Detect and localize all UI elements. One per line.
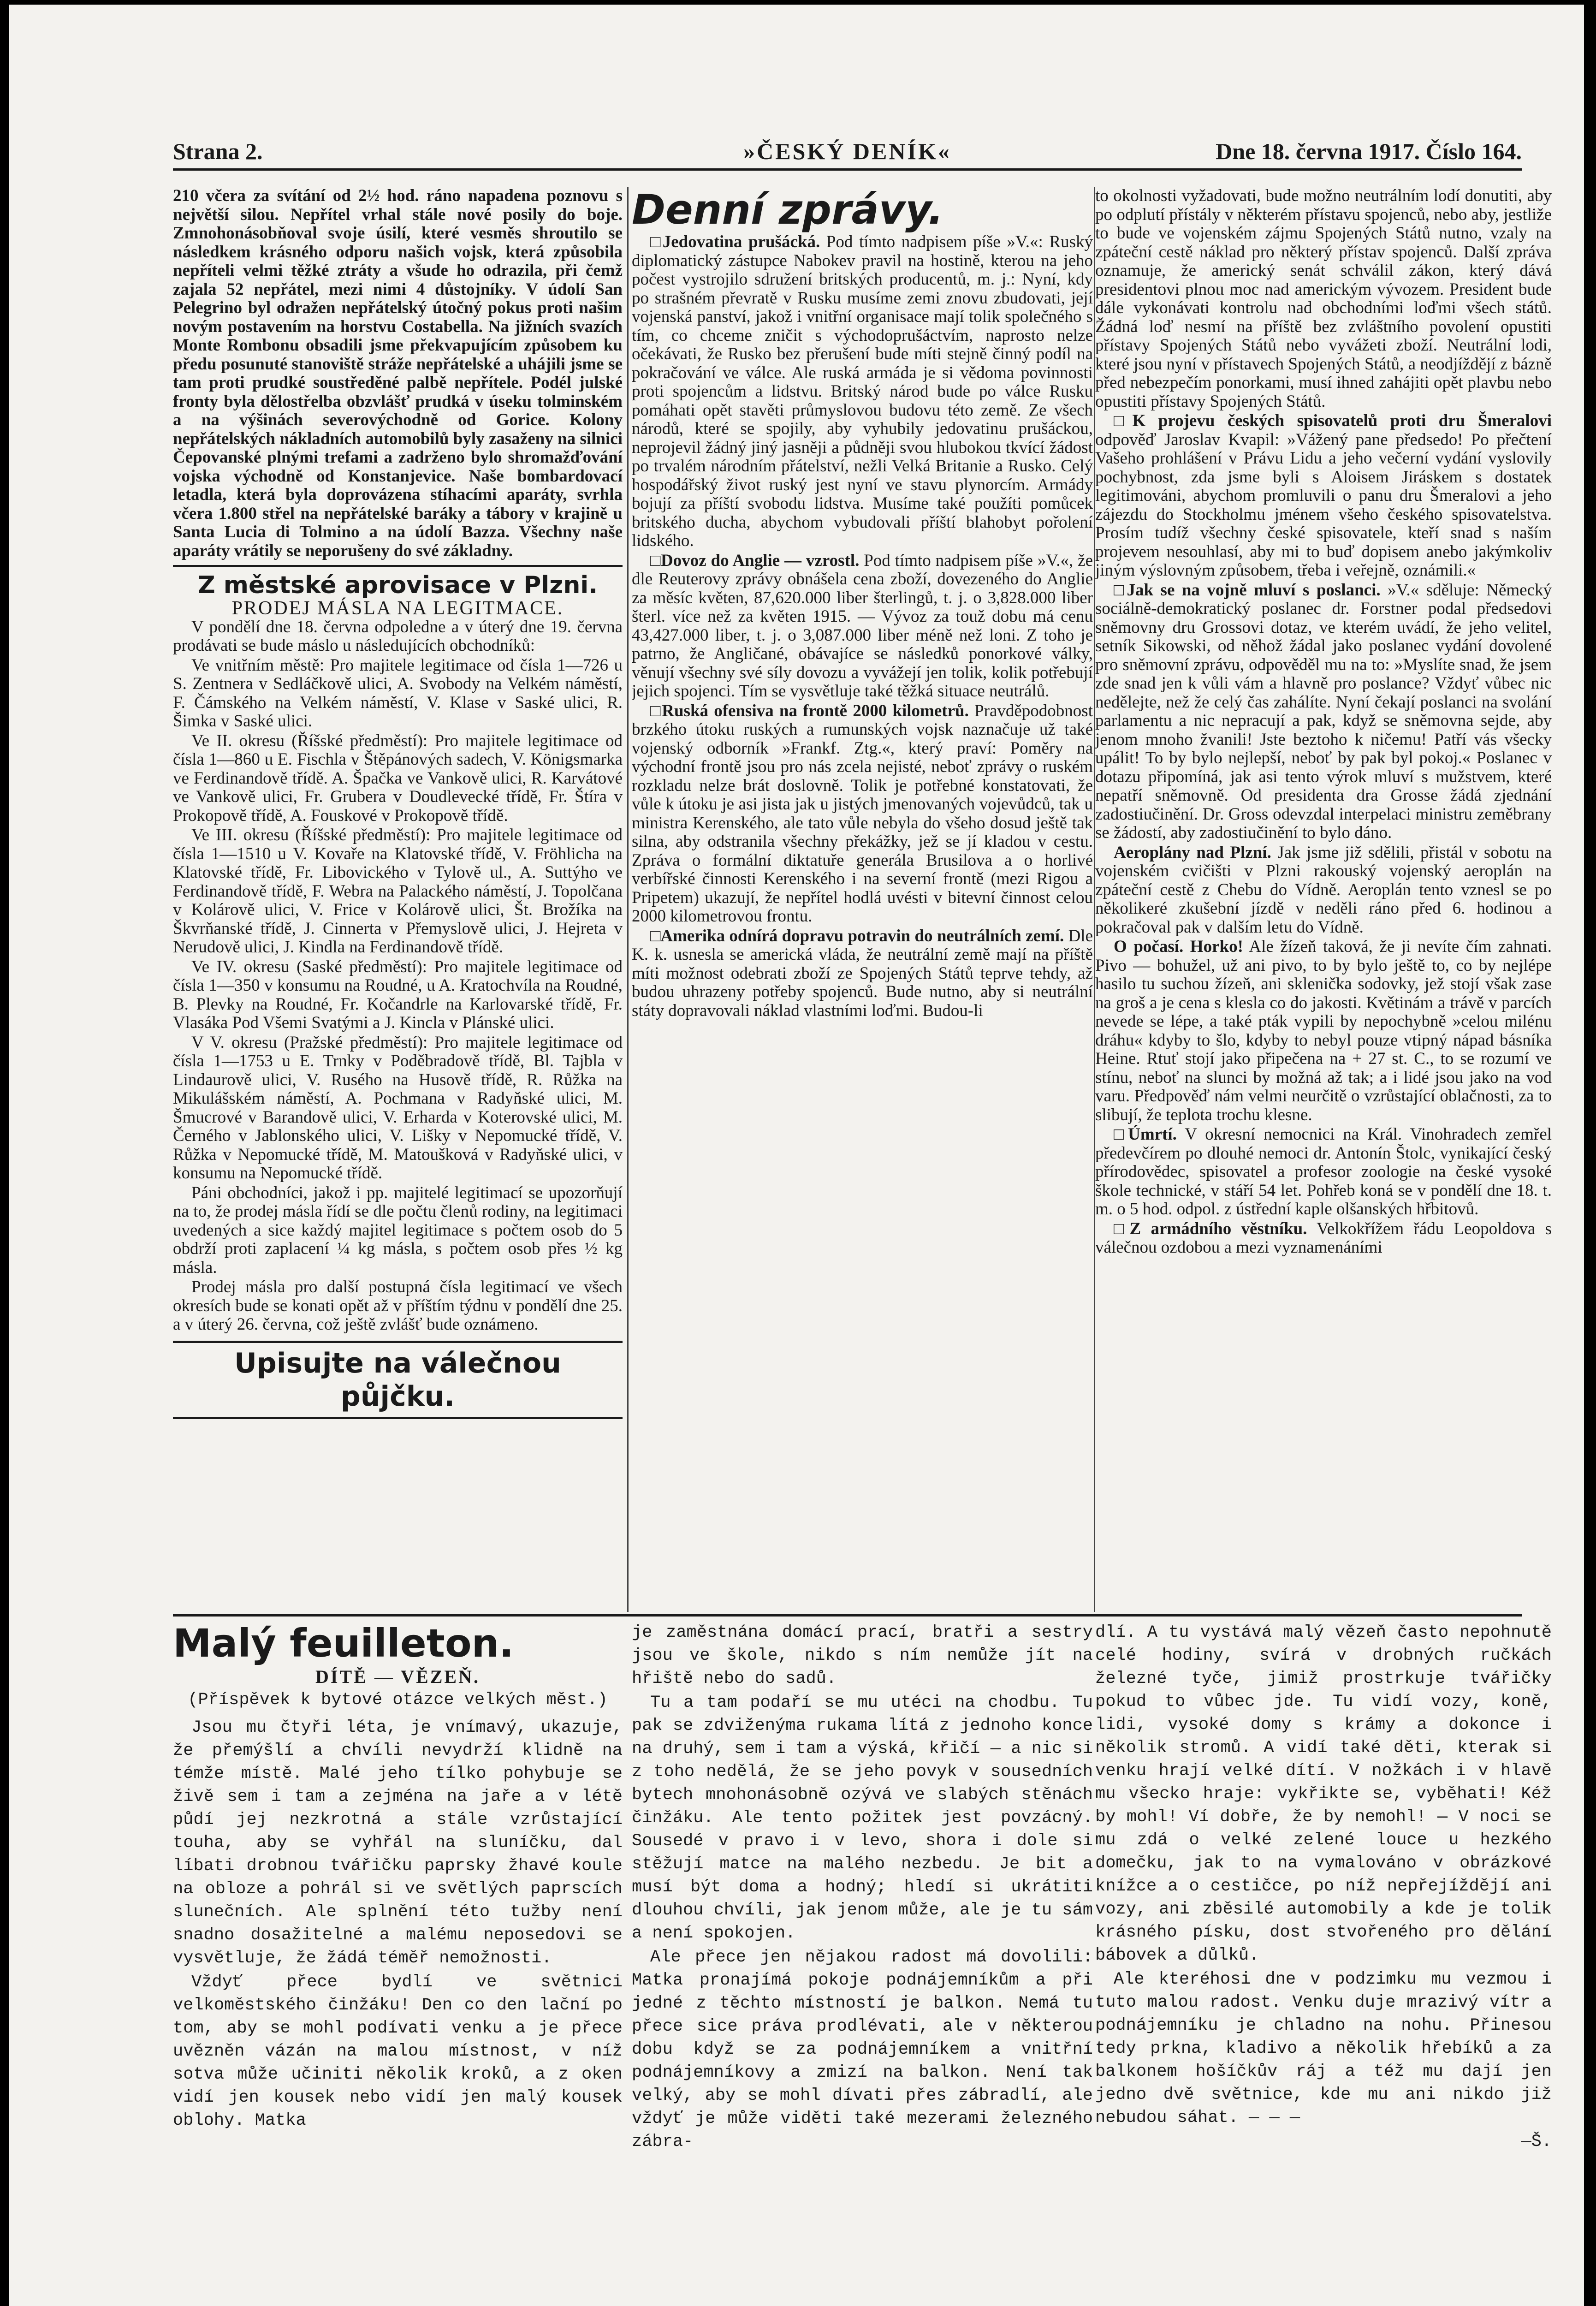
page-header — [173, 136, 1522, 171]
feuilleton-paragraph: Ale přece jen nějakou radost má dovolili: Matka pronajímá pokoje podnájemníkům a při jedné z těchto místností je balkon. Nemá tu přece sice práva prodlévati, ale v některou dobu když se za podnájemníkem a vnitřní podnájemníkovy a zmizí na balkon. Není tak velký, aby se mohl dívati přes zábradlí, ale vždyť je může viděti také mezerami železného zábra- — [632, 1948, 1093, 2151]
denni-zpravy-headline: Denní zprávy. — [632, 187, 943, 233]
aprovisace-intro: V pondělí dne 18. června odpoledne a v úterý dne 19. června prodávati se bude máslo u následujících obchodníků: — [173, 617, 623, 655]
feuilleton-paragraph: Tu a tam podaří se mu utéci na chodbu. Tu pak se zdviženýma rukama lítá z jednoho konce na druhý, sem i tam a výská, křičí — a nic si z toho nedělá, že se jeho povyk v sousedních bytech mnohonásobně ozývá ve slabých stěnách činžáku. Ale tento požitek jest povzácný. Sousedé v pravo i v levo, shora i dole si stěžují matce na malého nezbedu. Je bit a musí být doma a hodný; hledí si ukrátiti dlouhou chvíli, jak jenom může, ale je tu sám a není spokojen. — [632, 1693, 1093, 1943]
news-item — [1095, 1220, 1552, 1257]
news-item-body: Pod tímto nadpisem píše »V.«, že dle Reuterovy zprávy obnášela cena zboží, dovezeného do Anglie za měsíc květen, 87,620.000 liber šterlingů, t. j. o 3,828.000 liber šterl. více než za květen 1915. — Vývoz za touž dobu má cenu 43,427.000 liber, t. j. o 3,087.000 liber méně než loni. Z toho je patrno, že Angličané, obávajíce se následků ponorkové války, věnují všechny své síly dovozu a vyvážejí jen tolik, kolik potřebují jejich spojenci. Tím se vysvětluje také těžká situace neutrálů. — [632, 551, 1093, 701]
news-item-body: »V.« sděluje: Německý sociálně-demokratický poslanec dr. Forstner podal předsedovi sněmovny dru Grossovi dotaz, ve kterém uvádí, že jeho velitel, setník Sikowski, od něhož žádal jako poslanec vydání dovolené pro sněmovní zprávu, odpověděl mu na to: »Myslíte snad, že jsem zde snad jen k vůli vám a hlavně pro poslance? Vždyť vůbec nic nedělejte, než že celý čas zahálíte. Nyní čekají poslanci na svolání parlamentu a nic nepracují a pak, když se sněmovna sejde, aby jenom mnoho žvanili! Jste beztoho k ničemu! Patří vás všecky upálit! To by bylo nejlepší, neboť by pak byl pokoj.« Poslanec v dotazu připomíná, jak asi tento výrok mluví s mužstvem, které nepatří sněmovně. Od presidenta dra Grosse žádá zjednání zadostiučinění. Dr. Gross odevzdal interpelaci ministru zeměbrany se žádostí, aby zadostiučinění to bylo dáno. — [1095, 580, 1552, 842]
feuilleton-title: Malý feuilleton. — [173, 1621, 514, 1666]
aprovisace-headline: Z městské aprovisace v Plzni. — [197, 571, 598, 599]
column-2 — [632, 187, 1093, 1630]
masthead: »ČESKÝ DENÍK« — [743, 138, 951, 164]
news-item-title: □ Dovoz do Anglie — vzrostl. — [650, 551, 859, 570]
news-item-body: Pravděpodobnost brzkého útoku ruských a rumunských vojsk naznačuje už také vojenský odborník »Frankf. Ztg.«, který praví: Poměry na východní frontě jsou pro nás zcela nejisté, neboť zprávy o ruském rozkladu nelze brát doslovně. Tolik je potřebné konstatovati, že vůle k útoku je asi jista jak u jistých jmenovaných vojevůdců, tak u ministra Kerenského, ale tato vůle nebyla do všeho dosud ještě tak silna, aby odstranila všechny překážky, jež se jí kladou v cestu. Zpráva o formální diktatuře generála Brusilova a o horlivé verbířské činnosti Kerenského i na severní frontě (mezi Rigou a Pripetem) ukazují, že nepřítel hodlá uvésti v bitevní činnost celou 2000 kilometrovou frontu. — [632, 701, 1093, 926]
feuilleton-paragraph: je zaměstnána domácí prací, bratři a sestry jsou ve škole, nikdo s ním nemůže jít na hřiště nebo do sadů. — [632, 1623, 1093, 1688]
aprovisace-subhead: PRODEJ MÁSLA NA LEGITMACE. — [231, 598, 564, 619]
news-item — [1095, 1125, 1552, 1219]
news-item — [1095, 938, 1552, 1124]
war-report: 210 včera za svítání od 2½ hod. ráno napadena poznovu s největší silou. Nepřítel vrhal stále nové posily do boje. Zmnohonásobňoval svoje úsilí, které vesměs shroutilo se následkem krásného odporu našich vojsk, která způsobila nepříteli velmi těžké ztráty a všude ho odrazila, při čemž zajala 52 nepřátel, mezi nimi 4 důstojníky. V údolí San Pelegrino byl odražen nepřátelský útočný pokus proti našim novým postavením na horstvu Costabella. Na jižních svazích Monte Rombonu obsadili jsme překvapujícím způsobem ku předu posunuté stanoviště stráže nepřátelské a uhájili jsme se tam proti prudké soustředěné palbě nepřítele. Podél julské fronty byla dělostřelba obzvlášť prudká v úseku tolminském a na výšinách severovýchodně od Gorice. Kolony nepřátelských nákladních automobilů byly zasaženy na silnici Čepovanské plnými trefami a zadrženo bylo shromažďování vojska východně od Konstanjevice. Naše bombardovací letadla, která byla doprovázena stíhacími aparáty, svrhla včera 1.800 střel na nepřátelské baráky a tábory v krajině u Santa Lucia di Tolmino a na údolí Bazza. Všechny naše aparáty vrátily se neporušeny do své základny. — [173, 187, 623, 560]
aprovisace-item: Ve II. okresu (Říšské předměstí): Pro majitele legitimace od čísla 1—860 u E. Fischla v Štěpánových sadech, V. Königsmarka ve Ferdinandově třídě. A. Špačka ve Vankově ulici, R. Karvátové ve Vankově ulici, Fr. Grubera v Doudlevecké třídě, Fr. Štíra v Prokopově třídě, A. Fouskové v Prokopově třídě. — [173, 731, 623, 825]
news-item-title: □ K projevu českých spisovatelů proti dru Šmeralovi — [1114, 411, 1552, 430]
feuilleton-subtitle: DÍTĚ — VĚZEŇ. — [315, 1666, 480, 1687]
news-item-title: □ Z armádního věstníku. — [1114, 1219, 1307, 1238]
feuilleton-note: (Příspěvek k bytové otázce velkých měst.) — [188, 1690, 608, 1710]
newspaper-page — [9, 5, 1584, 2306]
news-item-title: □ Jedovatina prušácká. — [650, 232, 820, 251]
column-rule — [627, 187, 629, 1612]
aprovisace-item: Ve III. okresu (Říšské předměstí): Pro majitele legitimace od čísla 1—1510 u V. Kovaře na Klatovské třídě, V. Fröhlicha na Klatovské třídě, Fr. Libovického v Tylově ul., A. Suttýho ve Ferdinandově třídě, F. Webra na Palackého náměstí, J. Topolčana v Kolárově ulici, V. Frice v Kolárově ulici, Št. Brožíka na Škvrňanské třídě, J. Cinnerta v Přemyslově ulici, J. Hejreta v Nerudově ulici, J. Kindla na Ferdinandově třídě. — [173, 826, 623, 957]
separator — [173, 565, 623, 567]
news-item — [1095, 844, 1552, 937]
war-loan-banner: Upisujte na válečnou půjčku. — [173, 1341, 623, 1419]
news-item — [632, 233, 1093, 551]
news-item-title: O počasí. Horko! — [1114, 937, 1243, 956]
news-item-body: Pod tímto nadpisem píše »V.«: Ruský diplomatický zástupce Nabokev pravil na hostině, kterou na jeho počest vystrojilo sdružení britských producentů, m. j.: Nyní, kdy po strašném převratě v Rusku musíme zemi znovu zbudovati, její vojenská panství, jakož i vnitřní organisace mají tolik společného s tím, co chceme zničit s východoprušáctvím, naprosto nelze očekávati, že Rusko bez přerušení bude míti stejně činný podíl na pokračování ve válce. Ale ruská armáda je si vědoma povinnosti proti spojencům a lidstvu. Britský národ bude po válce Rusku pomáhati opět stavěti průmyslovou budovu této země. Ze všech národů, které se spojily, aby vyhubily jedovatinu prušáckou, neprojevil žádný jiný jasněji a půdněji svou hlubokou tkvící žádost po trvalém národním přátelství, nežli Velká Britanie a Rusko. Celý hospodářský život ruský jest nyní ve stavu plynorcím. Armády bojují za příští svobodu lidstva. Musíme také použíti pomůcek britského ducha, abychom vybudovali příští blahobyt pořolení lidského. — [632, 232, 1093, 550]
news-item — [632, 927, 1093, 1021]
feuilleton-col-2 — [632, 1621, 1093, 2230]
news-item-body: odpověď Jaroslav Kvapil: »Vážený pane předsedo! Po přečtení Vašeho prohlášení v Právu Lidu a jeho večerní vydání vyslovily pochybnost, zda jsme byli s Aloisem Jiráskem s dostatek legitimováni, abychom promluvili o panu dru Šmeralovi a jeho zájezdu do Stockholmu jménem všeho českého spisovatelstva. Prosím tudíž všechny české spisovatele, kteří snad s naším projevem nesouhlasí, aby mi to buď dopisem anebo jakýmkoliv jiným výslovným způsobem, třeba i veřejně, oznámili.« — [1095, 430, 1552, 580]
feuilleton-paragraph: Ale kteréhosi dne v podzimku mu vezmou i tuto malou radost. Venku duje mrazivý vítr a podnájemníku je chladno na nohu. Přinesou tedy prkna, kladivo a několik hřebíků a za balkonem hošíčkův ráj a též mu dají jen jedno dvě světnice, kde mu ani nikdo již nebudou sáhat. — — — — [1095, 1970, 1552, 2128]
news-item-title: □ Amerika odnírá dopravu potravin do neutrálních zemí. — [650, 927, 1064, 945]
column-3 — [1095, 187, 1552, 1603]
news-item-title: □ Jak se na vojně mluví s poslanci. — [1114, 581, 1381, 600]
news-item — [1095, 581, 1552, 843]
page-number: Strana 2. — [173, 138, 263, 164]
feuilleton-rule — [173, 1614, 1522, 1617]
news-item-title: □ Úmrtí. — [1114, 1125, 1177, 1144]
aprovisace-item: Ve IV. okresu (Saské předměstí): Pro majitele legitimace od čísla 1—350 v konsumu na Roudné, u A. Kratochvíla na Roudné, B. Plevky na Roudné, Fr. Kočandrle na Karlovarské třídě, Fr. Vlasáka Pod Všemi Svatými a J. Kincla v Plánské ulici. — [173, 957, 623, 1032]
feuilleton-col-1 — [173, 1621, 623, 2133]
news-item — [632, 552, 1093, 701]
feuilleton — [173, 1621, 1552, 2235]
news-item-body: V okresní nemocnici na Král. Vinohradech zemřel předevčírem po dlouhé nemoci dr. Antonín Štolc, vynikající český přírodovědec, spisovatel a profesor zoologie na české vysoké škole technické, v stáří 54 let. Pohřeb koná se v pondělí dne 18. t. m. o 5 hod. odpol. z ústřední kaple olšanských hřbitovů. — [1095, 1125, 1552, 1218]
aprovisace-note: Prodej másla pro další postupná čísla legitimací ve všech okresích bude se konati opět až v příštím týdnu v pondělí dne 25. a v úterý 26. června, což ještě zvlášť bude oznámeno. — [173, 1278, 623, 1334]
news-item-body: Ale žízeň taková, že ji nevíte čím zahnati. Pivo — bohužel, už ani pivo, to by bylo ještě to, co by nejlépe hasilo tu suchou žízeň, ani sklenička sodovky, jež stojí však zase na groš a je cena s klesla co do jakosti. Květinám a trávě v parcích nevede se lépe, a také pták vypili by nepochybně »celou milénu dráhu« kdyby to šlo, kdyby to nebyl pouze vtipný nápad básníka Heine. Rtuť stojí jako připečena na + 27 st. C., to se rozumí ve stínu, neboť na slunci by možná až tak; a i lidé jsou jako na vod varu. Předpověď nám velmi neurčitě o vzrůstající oblačnosti, za to slibují, že teplota trochu klesne. — [1095, 937, 1552, 1124]
news-item-body: Dle K. k. usnesla se americká vláda, že neutrální země mají na příště míti možnost odebrati zboží ze Spojených Států teprve tehdy, až budou uhrazeny potřeby spojenců. Bude nutno, aby si neutrální státy dopravovali náklad vlastními loďmi. Budou-li — [632, 926, 1093, 1020]
news-item-body: Velkokřížem řádu Leopoldova s válečnou ozdobou a mezi vyznamenáními — [1095, 1219, 1552, 1257]
aprovisace-note: Páni obchodníci, jakož i pp. majitelé legitimací se upozorňují na to, že prodej másla řídí se dle počtu členů rodiny, na legitimaci uvedených a sice každý majitel legitimace s počtem osob do 5 obdrží proti zaplacení ¼ kg másla, s počtem osob přes ½ kg másla. — [173, 1183, 623, 1277]
feuilleton-end-mark: —Š. — [1521, 2132, 1552, 2151]
news-item — [632, 702, 1093, 926]
news-item-title: Aeroplány nad Plzní. — [1114, 843, 1271, 862]
aprovisace-item: V V. okresu (Pražské předměstí): Pro majitele legitimace od čísla 1—1753 u E. Trnky v Poděbradově třídě, Bl. Tajbla v Lindaurově ulici, V. Rusého na Husově třídě, R. Růžka na Mikulášském náměstí, A. Pochmana v Radyňské ulici, M. Šmucrové v Barandově ulici, V. Erharda v Koterovské ulici, M. Černého v Jablonského ulici, V. Lišky v Nepomucké třídě, V. Růžka v Nepomucké třídě, M. Matoušková v Radyňské ulici, v konsumu na Nepomucké třídě. — [173, 1033, 623, 1183]
feuilleton-paragraph: dlí. A tu vystává malý vězeň často nepohnutě celé hodiny, svírá v drobných ručkách železné tyče, jimiž prostrkuje tvářičky pokud to vůbec jde. Tu vidí vozy, koně, lidi, vysoké domy s krámy a dokonce i několik stromů. A vidí také děti, kterak si venku hrají velké dítí. V nožkách i v hlavě mu všecko hraje: vykřikte se, vyběhati! Kéž by mohl! Ví dobře, že by nemohl! — V noci se mu zdá o velké zelené louce u hezkého domečku, jak to na vymalováno v obrázkové knížce a o cestičce, po níž nepřejíždějí ani vozy, ani zběsilé automobily a kde je tolik krásného písku, dost stvořeného pro dělání bábovek a důlků. — [1095, 1623, 1552, 1965]
feuilleton-paragraph: Vždyť přece bydlí ve světnici velkoměstského činžáku! Den co den lační po tom, aby se mohl podívati venku a je přece uvězněn vázán na malou místnost, v níž sotva může učiniti několik kroků, a z oken vidí jen kousek nebo vidí jen malý kousek oblohy. Matka — [173, 1973, 623, 2130]
news-item-title: □ Ruská ofensiva na frontě 2000 kilometrů. — [650, 701, 969, 720]
news-item — [1095, 412, 1552, 580]
news-item-body: Jak jsme již sdělili, přistál v sobotu na vojenském cvičišti v Plzni rakouský vojenský aeroplán na zpáteční cestě z Chebu do Vídně. Aeroplán tento vznesl se po několikeré zkušební jízdě v neděli ráno před 6. hodinou a pokračoval pak v dalším letu do Vídně. — [1095, 843, 1552, 937]
continued-text: to okolnosti vyžadovati, bude možno neutrálním lodí donutiti, aby po odplutí přístály v některém přístavu spojenců, nebo aby, jestliže to bude ve vojenském zájmu Spojených Států nutno, vzaly na zpáteční cestě náklad pro některý přístav spojenců. Další zpráva oznamuje, že americký senát schválil zákon, který dává presidentovi plnou moc nad americkým vývozem. President bude dále vykonávati kontrolu nad obchodními loďmi všech států. Žádná loď nesmí na příště bez zvláštního povolení opustiti přístavy Spojených Států nebo vyvážeti zboží. Neutrální lodi, které jsou nyní v přístavech Spojených Států, a neodjíždějí z bázně před nebezpečím ponorkami, musí ihned zahájiti opět plavbu nebo opustiti přístavy Spojených Států. — [1095, 187, 1552, 411]
issue-date: Dne 18. června 1917. Číslo 164. — [1216, 138, 1522, 164]
column-1 — [173, 187, 623, 1612]
feuilleton-paragraph: Jsou mu čtyři léta, je vnímavý, ukazuje, že přemýšlí a chvíli nevydrží klidně na témže místě. Malé jeho tílko pohybuje se živě sem i tam a zejména na jaře a v létě půdí jej nezkrotná a stále vzrůstající touha, aby se vyhřál na sluníčku, dal líbati drobnou tvářičku paprsky žhavé koule na obloze a pohrál si ve světlých paprscích slunečních. Ale splnění této tužby není snadno dosažitelné a malému neposedovi se vysvětluje, že žádá téměř nemožnosti. — [173, 1718, 623, 1968]
feuilleton-col-3 — [1095, 1621, 1552, 2230]
aprovisace-item: Ve vnitřním městě: Pro majitele legitimace od čísla 1—726 u S. Zentnera v Sedláčkově ulici, A. Svobody na Velkém náměstí, F. Čámského na Velkém náměstí, V. Klase v Saské ulici, R. Šimka v Saské ulici. — [173, 655, 623, 731]
